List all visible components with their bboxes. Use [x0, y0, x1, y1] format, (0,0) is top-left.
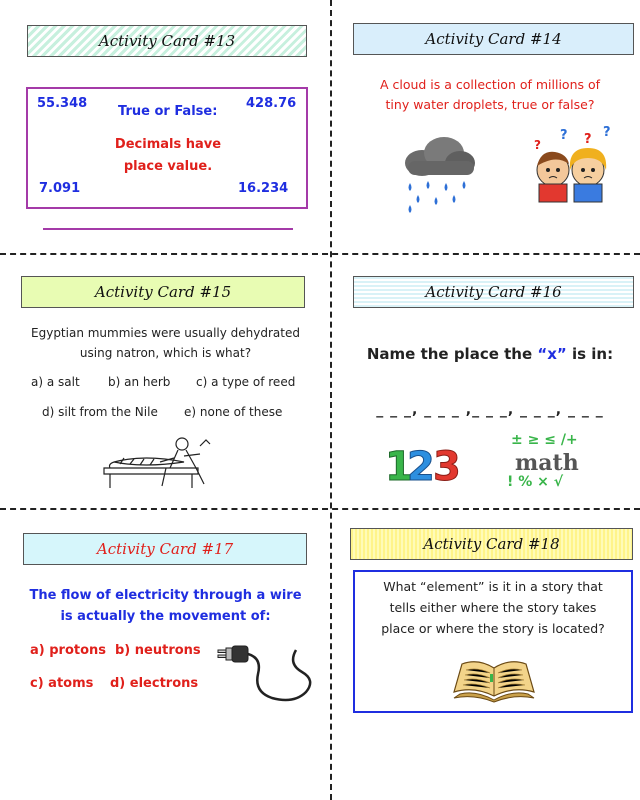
svg-text:1: 1 — [385, 444, 413, 490]
card-15-title: Activity Card #15 — [21, 276, 305, 308]
vertical-cut-line — [330, 0, 332, 800]
card-17-option-c: c) atoms — [30, 676, 94, 691]
card-17-option-a: a) protons — [30, 643, 107, 658]
question-mark-4: ? — [603, 125, 611, 140]
math-symbols-icon — [505, 432, 605, 492]
card-15-question-line-2: using natron, which is what? — [79, 346, 252, 360]
card-18-title: Activity Card #18 — [350, 528, 633, 560]
electric-plug-icon — [218, 640, 322, 704]
card-14-question-line-2: tiny water droplets, true or false? — [385, 97, 595, 112]
card-18-question-line-3: place or where the story is located? — [381, 621, 605, 636]
card-17-title-text: Activity Card #17 — [96, 540, 234, 558]
card-16-question-suffix: is in: — [566, 345, 614, 363]
horizontal-cut-line-2 — [0, 508, 640, 510]
question-mark-1: ? — [534, 138, 541, 152]
card-13-number-1: 55.348 — [37, 96, 88, 111]
numbers-123-icon — [383, 440, 463, 490]
card-17-option-b: b) neutrons — [115, 643, 201, 658]
card-17-title — [23, 533, 307, 565]
card-18-question-line-2: tells either where the story takes — [389, 600, 597, 615]
card-15-question-line-1: Egyptian mummies were usually dehydrated — [31, 326, 300, 340]
card-13-prompt: True or False: — [118, 104, 218, 119]
card-16-question-prefix: Name the place the — [366, 345, 538, 363]
card-13-number-4: 16.234 — [238, 181, 289, 196]
card-13-number-3: 7.091 — [39, 181, 81, 196]
rain-cloud-icon — [400, 135, 480, 215]
card-17-option-d: d) electrons — [110, 676, 199, 691]
card-15-option-d: d) silt from the Nile — [42, 405, 158, 419]
card-15-option-a: a) a salt — [31, 375, 80, 389]
card-13-statement-line-1: Decimals have — [114, 137, 222, 152]
card-16-question — [340, 345, 640, 363]
card-17-question-line-1: The flow of electricity through a wire — [29, 588, 302, 603]
math-symbols-top: ± ≥ ≤ /+ — [511, 432, 578, 448]
card-15-option-b: b) an herb — [108, 375, 171, 389]
question-mark-2: ? — [560, 128, 568, 143]
card-13-underline — [43, 228, 293, 230]
card-14-title: Activity Card #14 — [353, 23, 634, 55]
svg-text:3: 3 — [433, 444, 461, 490]
card-15-option-e: e) none of these — [184, 405, 283, 419]
card-17-question-line-2: is actually the movement of: — [60, 609, 271, 624]
math-word: math — [515, 450, 579, 476]
horizontal-cut-line-1 — [0, 253, 640, 255]
open-book-icon — [452, 652, 536, 702]
card-14-question-line-1: A cloud is a collection of millions of — [379, 77, 601, 92]
card-15-option-c: c) a type of reed — [196, 375, 296, 389]
mummy-embalming-icon — [100, 428, 212, 490]
card-13-title: Activity Card #13 — [27, 25, 307, 57]
card-16-question-x: “x” — [537, 345, 567, 363]
svg-text:2: 2 — [407, 444, 435, 490]
card-18-question-line-1: What “element” is it in a story that — [383, 579, 603, 594]
math-symbols-bottom: ! % × √ — [507, 474, 564, 490]
question-mark-3: ? — [584, 132, 592, 147]
card-13-statement-line-2: place value. — [123, 159, 213, 174]
card-16-title: Activity Card #16 — [353, 276, 634, 308]
card-13-number-2: 428.76 — [246, 96, 297, 111]
card-16-place-value-blanks: _ _ _, _ _ _ ,_ _ _, _ _ _, _ _ _ — [376, 402, 604, 418]
